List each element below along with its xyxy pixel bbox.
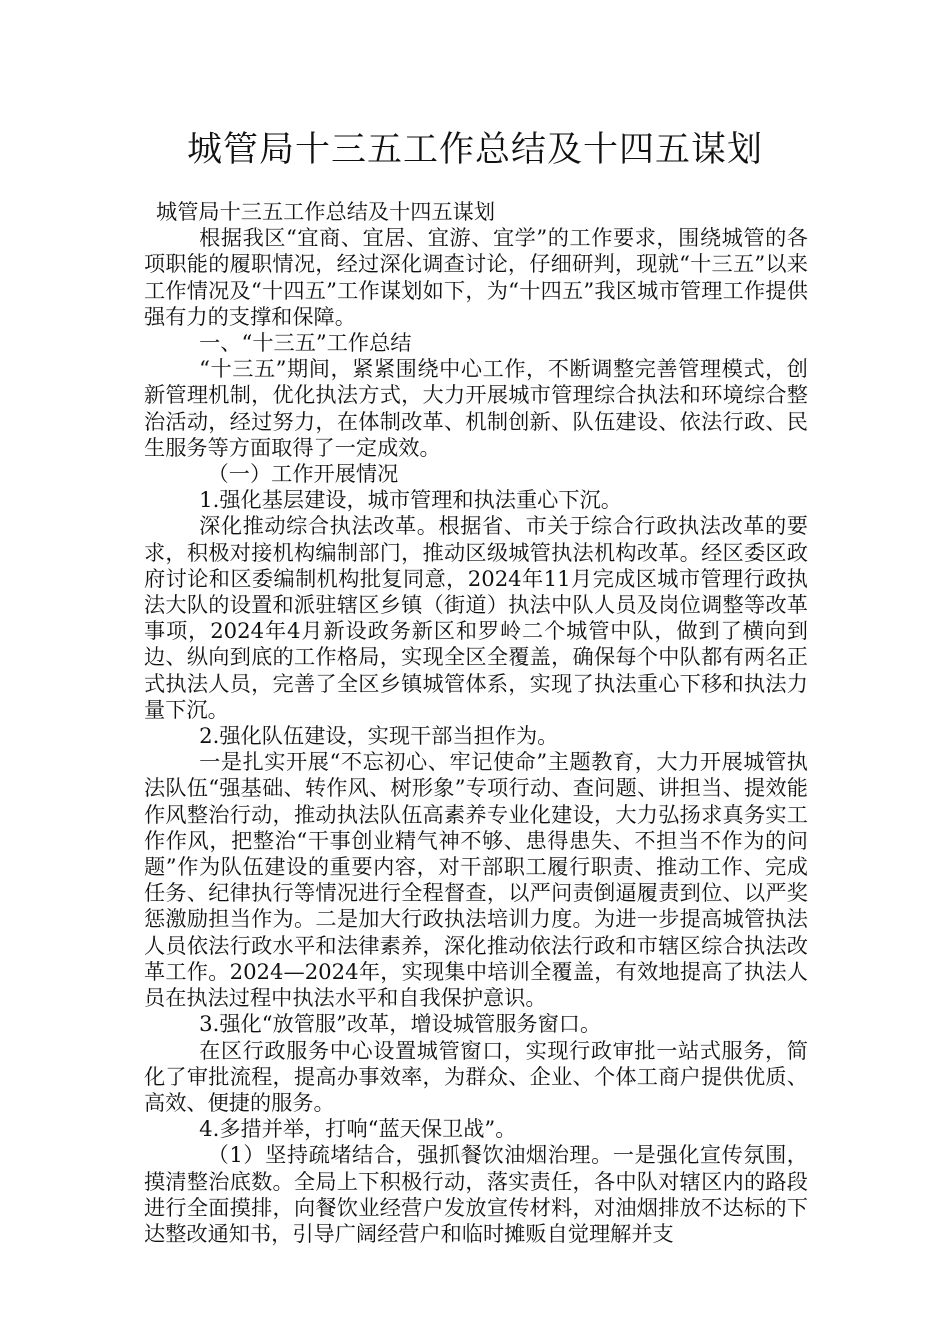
item-heading: 4.多措并举，打响“蓝天保卫战”。 (199, 1116, 517, 1142)
item-heading: 3.强化“放管服”改革，增设城管服务窗口。 (199, 1011, 602, 1037)
item-heading: 2.强化队伍建设，实现干部当担作为。 (199, 723, 559, 749)
item-heading: 1.强化基层建设，城市管理和执法重心下沉。 (199, 487, 622, 513)
section-heading: 一、“十三五”工作总结 (199, 330, 412, 356)
body-paragraph: 在区行政服务中心设置城管窗口，实现行政审批一站式服务，简化了审批流程，提高办事效率，为群众、企业、个体工商户提供优质、高效、便捷的服务。 (144, 1037, 808, 1115)
summary-paragraph: “十三五”期间，紧紧围绕中心工作，不断调整完善管理模式，创新管理机制，优化执法方式，大力开展城市管理综合执法和环境综合整治活动，经过努力，在体制改革、机制创新、队伍建设、依法行政、民生服务等方面取得了一定成效。 (144, 356, 808, 460)
subsection-heading: （一）工作开展情况 (207, 461, 399, 487)
document-subtitle: 城管局十三五工作总结及十四五谋划 (156, 199, 496, 224)
body-paragraph: （1）坚持疏堵结合，强抓餐饮油烟治理。一是强化宣传氛围，摸清整治底数。全局上下积极行动，落实责任，各中队对辖区内的路段进行全面摸排，向餐饮业经营户发放宣传材料，对油烟排放不达标的下达整改通知书，引导广阔经营户和临时摊贩自觉理解并支 (144, 1142, 808, 1246)
document-title: 城管局十三五工作总结及十四五谋划 (186, 130, 763, 170)
body-paragraph: 深化推动综合执法改革。根据省、市关于综合行政执法改革的要求，积极对接机构编制部门，推动区级城管执法机构改革。经区委区政府讨论和区委编制机构批复同意，2024年11月完成区城市管理行政执法大队的设置和派驻辖区乡镇（街道）执法中队人员及岗位调整等改革事项，2024年4月新设政务新区和罗岭二个城管中队，做到了横向到边、纵向到底的工作格局，实现全区全覆盖，确保每个中队都有两名正式执法人员，完善了全区乡镇城管体系，实现了执法重心下移和执法力量下沉。 (144, 513, 808, 722)
intro-paragraph: 根据我区“宜商、宜居、宜游、宜学”的工作要求，围绕城管的各项职能的履职情况，经过深化调查讨论，仔细研判，现就“十三五”以来工作情况及“十四五”工作谋划如下，为“十四五”我区城市管理工作提供强有力的支撑和保障。 (144, 225, 808, 329)
document-body (144, 199, 808, 1247)
body-paragraph: 一是扎实开展“不忘初心、牢记使命”主题教育，大力开展城管执法队伍“强基础、转作风、树形象”专项行动、查问题、讲担当、提效能作风整治行动，推动执法队伍高素养专业化建设，大力弘扬求真务实工作作风，把整治“干事创业精气神不够、患得患失、不担当不作为的问题”作为队伍建设的重要内容，对干部职工履行职责、推动工作、完成任务、纪律执行等情况进行全程督查，以严问责倒逼履责到位、以严奖惩激励担当作为。二是加大行政执法培训力度。为进一步提高城管执法人员依法行政水平和法律素养，深化推动依法行政和市辖区综合执法改革工作。2024—2024年，实现集中培训全覆盖，有效地提高了执法人员在执法过程中执法水平和自我保护意识。 (144, 749, 808, 1011)
